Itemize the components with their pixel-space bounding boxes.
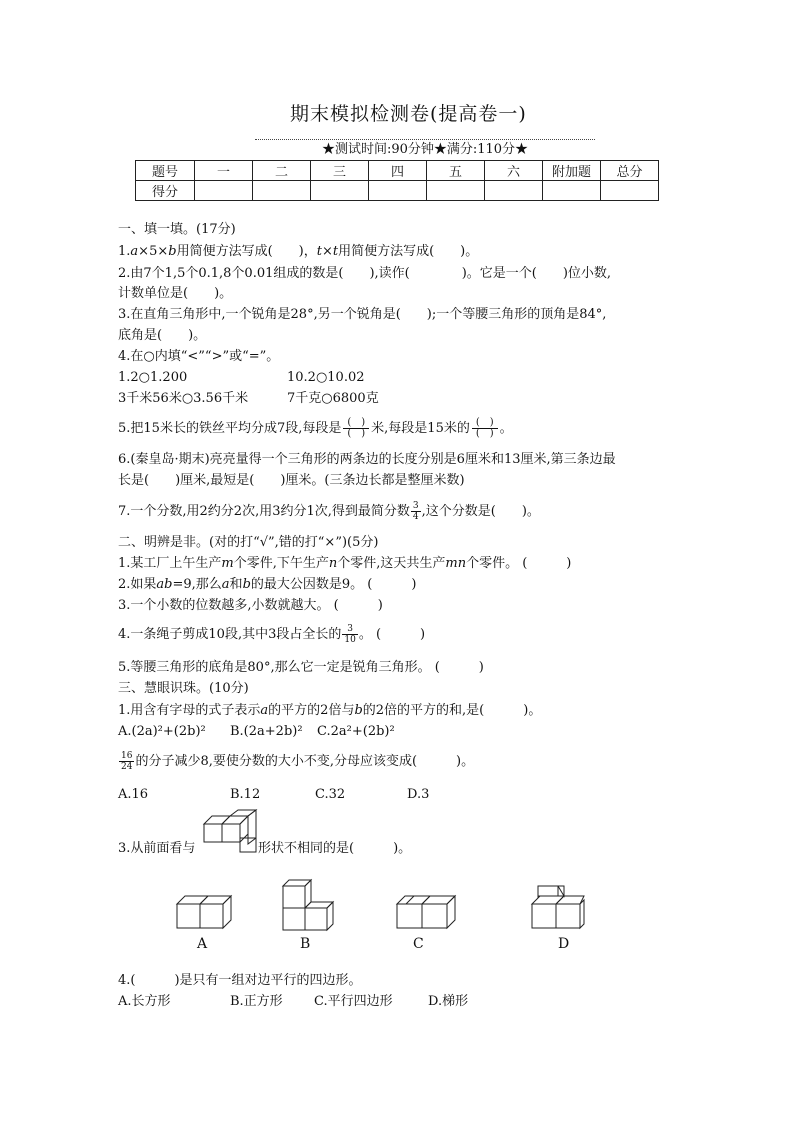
- s2-question-3: 3.一个小数的位数越多,小数就越大。 ( ): [118, 598, 383, 613]
- text: 4.一条绳子剪成10段,其中3段占全长的: [118, 627, 342, 642]
- s3-q1-option-a[interactable]: A.(2a)²+(2b)²: [118, 724, 206, 739]
- s1-question-1: [118, 243, 478, 261]
- s1-question-7: [118, 501, 540, 523]
- s3-q3-text-end: 形状不相同的是( )。: [258, 841, 412, 856]
- s3-q3-text-start: 3.从前面看与: [118, 841, 196, 856]
- option-b-label: B: [300, 936, 311, 952]
- text: 7.一个分数,用2约分2次,用3约分1次,得到最简分数: [118, 504, 410, 519]
- s1-q4-item: 7千克○6800克: [287, 391, 379, 406]
- s2-question-1: [118, 555, 571, 573]
- s3-q2-option-c[interactable]: C.32: [315, 787, 346, 802]
- score-table-cell: 四: [369, 161, 427, 181]
- s3-q2-option-d[interactable]: D.3: [407, 787, 430, 802]
- text: ,这个分数是( )。: [421, 504, 540, 519]
- denominator: 4: [412, 512, 419, 522]
- s2-question-4: [118, 624, 425, 646]
- option-c-cube-figure[interactable]: [397, 892, 457, 932]
- text: 的最大公因数是9。 ( ): [250, 577, 417, 592]
- s1-q4-item: 3千米56米○3.56千米: [118, 391, 249, 406]
- section1-heading: 一、填一填。(17分): [118, 222, 236, 237]
- score-table-score-row: [136, 181, 659, 201]
- score-table-cell: 三: [311, 161, 369, 181]
- text: 米,每段是15米的: [371, 421, 470, 436]
- var: mn: [445, 556, 467, 571]
- text: 的分子减少8,要使分数的大小不变,分母应该变成( )。: [135, 754, 475, 769]
- fraction: [411, 501, 421, 522]
- var: b: [242, 577, 251, 592]
- score-table-cell: 二: [253, 161, 311, 181]
- blank-denominator: ( ): [475, 428, 494, 439]
- text: ×5×: [138, 244, 169, 259]
- text: 个零件,下午生产: [233, 556, 329, 571]
- numerator: 16: [121, 751, 133, 761]
- blank-fraction: [472, 418, 498, 439]
- s3-q2-option-b[interactable]: B.12: [230, 787, 261, 802]
- s1-question-2-line1: 2.由7个1,5个0.1,8个0.01组成的数是( ),读作( )。它是一个( )位小数,: [118, 266, 612, 281]
- s1-q4-item: 10.2○10.02: [287, 370, 365, 385]
- section2-heading: 二、明辨是非。(对的打“√”,错的打“×”)(5分): [118, 535, 379, 550]
- s3-q2-option-a[interactable]: A.16: [118, 787, 149, 802]
- text: 1.用含有字母的式子表示: [118, 703, 261, 718]
- option-d-cube-figure[interactable]: [532, 884, 586, 932]
- var: b: [168, 244, 177, 259]
- s3-q4-option-b[interactable]: B.正方形: [230, 994, 283, 1009]
- s3-question-1: [118, 702, 541, 720]
- numerator: 3: [342, 624, 357, 635]
- text: 的平方的2倍与: [268, 703, 355, 718]
- var: a: [221, 577, 230, 592]
- option-b-cube-figure[interactable]: [283, 878, 337, 934]
- score-table-cell: 六: [485, 161, 543, 181]
- score-table-cell: 五: [427, 161, 485, 181]
- exam-subtitle: ★测试时间:90分钟★满分:110分★: [255, 139, 595, 159]
- denominator: 24: [121, 762, 133, 772]
- s1-question-3-line2: 底角是( )。: [118, 328, 207, 343]
- score-input-cell[interactable]: [543, 181, 601, 201]
- text: 用简便方法写成( )，: [176, 244, 317, 259]
- var: a: [130, 244, 139, 259]
- var: t: [332, 244, 339, 259]
- var: b: [354, 703, 363, 718]
- score-table-cell: 总分: [601, 161, 659, 181]
- score-input-cell[interactable]: [253, 181, 311, 201]
- text: 1.某工厂上午生产: [118, 556, 222, 571]
- option-d-label: D: [558, 936, 570, 952]
- section3-heading: 三、慧眼识珠。(10分): [118, 681, 249, 696]
- score-input-cell[interactable]: [427, 181, 485, 201]
- text: =9,那么: [172, 577, 222, 592]
- text: 的2倍的平方的和,是( )。: [362, 703, 542, 718]
- s1-question-6-line2: 长是( )厘米,最短是( )厘米。(三条边长都是整厘米数): [118, 473, 465, 488]
- var: m: [221, 556, 234, 571]
- text: 。: [499, 421, 513, 436]
- s3-q4-option-d[interactable]: D.梯形: [428, 994, 469, 1009]
- s2-question-5: 5.等腰三角形的底角是80°,那么它一定是锐角三角形。 ( ): [118, 660, 484, 675]
- var: t: [316, 244, 322, 259]
- blank-denominator: ( ): [347, 428, 366, 439]
- text: 个零件。 ( ): [466, 556, 572, 571]
- blank-fraction: [343, 418, 369, 439]
- s3-q4-option-c[interactable]: C.平行四边形: [314, 994, 393, 1009]
- numerator: 3: [412, 501, 419, 511]
- score-input-cell[interactable]: [485, 181, 543, 201]
- s3-q1-option-b[interactable]: B.(2a+2b)²: [230, 724, 303, 739]
- page-title: 期末模拟检测卷(提高卷一): [290, 103, 527, 125]
- s1-question-4: 4.在○内填“<”“>”或“=”。: [118, 349, 280, 364]
- blank-numerator: ( ): [472, 418, 498, 429]
- score-table-header-row: [136, 161, 659, 181]
- var: ab: [156, 577, 173, 592]
- var: a: [260, 703, 269, 718]
- score-input-cell[interactable]: [601, 181, 659, 201]
- score-input-cell[interactable]: [311, 181, 369, 201]
- text: 个零件,这天共生产: [337, 556, 446, 571]
- s3-q1-option-c[interactable]: C.2a²+(2b)²: [317, 724, 395, 739]
- score-table-cell: 附加题: [543, 161, 601, 181]
- score-input-cell[interactable]: [369, 181, 427, 201]
- var: n: [328, 556, 338, 571]
- s3-q4-option-a[interactable]: A.长方形: [118, 994, 171, 1009]
- text: 用简便方法写成( )。: [338, 244, 479, 259]
- text: ×: [321, 244, 333, 259]
- score-input-cell[interactable]: [195, 181, 253, 201]
- score-table-cell: 得分: [136, 181, 195, 201]
- denominator: 10: [344, 635, 356, 645]
- s1-question-3-line1: 3.在直角三角形中,一个锐角是28°,另一个锐角是( );一个等腰三角形的顶角是84°,: [118, 307, 607, 322]
- text: 5.把15米长的铁丝平均分成7段,每段是: [118, 421, 342, 436]
- text: 。 ( ): [358, 627, 426, 642]
- s2-question-2: [118, 576, 416, 594]
- option-a-cube-figure[interactable]: [177, 892, 232, 932]
- s1-question-6-line1: 6.(秦皇岛·期末)亮亮量得一个三角形的两条边的长度分别是6厘米和13厘米,第三条边最: [118, 452, 616, 467]
- option-c-label: C: [413, 936, 424, 952]
- fraction: [119, 751, 134, 772]
- score-table-cell: 题号: [136, 161, 195, 181]
- score-table-cell: 一: [195, 161, 253, 181]
- s1-question-5: [118, 418, 513, 440]
- text: 和: [229, 577, 243, 592]
- option-a-label: A: [197, 936, 208, 952]
- blank-numerator: ( ): [343, 418, 369, 429]
- s3-question-2: [118, 751, 474, 773]
- score-table: [135, 160, 659, 201]
- s3-question-4: 4.( )是只有一组对边平行的四边形。: [118, 973, 362, 988]
- s1-question-2-line2: 计数单位是( )。: [118, 286, 233, 301]
- text: 1.: [118, 244, 131, 259]
- text: 2.如果: [118, 577, 157, 592]
- s1-q4-item: 1.2○1.200: [118, 370, 188, 385]
- fraction: [342, 624, 357, 645]
- reference-cube-figure: [204, 810, 258, 854]
